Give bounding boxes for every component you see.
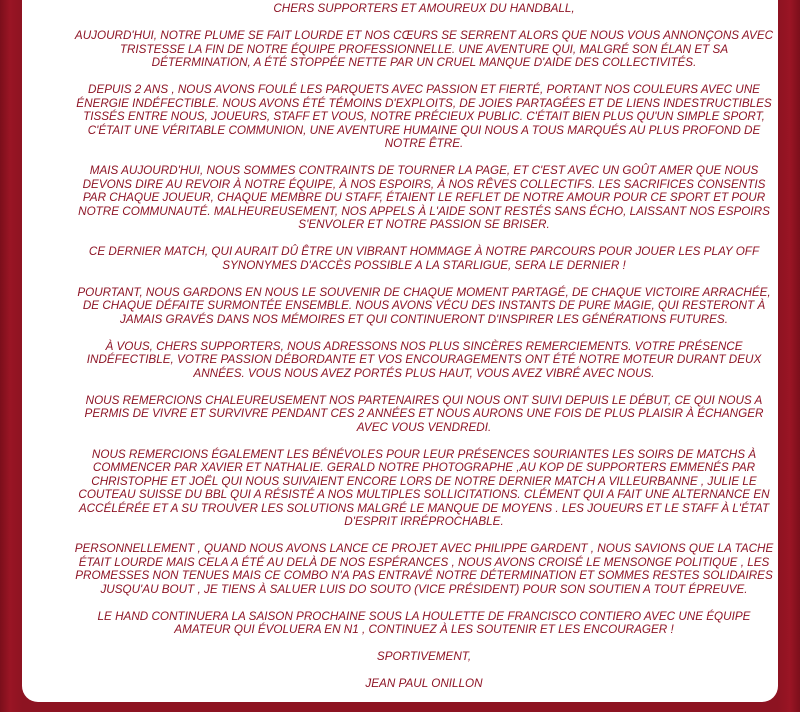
letter-paragraph-3: MAIS AUJOURD'HUI, NOUS SOMMES CONTRAINTS DE TOURNER LA PAGE, ET C'EST AVEC UN GOÛT AMER QUE NOUS DEVONS DIRE AU REVOIR À NOTRE ÉQUIPE, À NOS ESPOIRS, À NOS RÊVES COLLECTIFS. LES SACRIFICES CONSENTIS PAR CHAQUE JOUEUR, CHAQUE MEMBRE DU STAFF, ÉTAIENT LE REFLET DE NOTRE AMOUR POUR CE SPORT ET POUR NOTRE COMMUNAUTÉ. MALHEUREUSEMENT, NOS APPELS À L'AIDE SONT RESTÉS SANS ÉCHO, LAISSANT NOS ESPOIRS S'ENVOLER ET NOTRE PASSION SE BRISER. xyxy=(78,164,770,231)
letter-paragraph-8: NOUS REMERCIONS ÉGALEMENT LES BÉNÉVOLES POUR LEUR PRÉSENCES SOURIANTES LES SOIRS DE MATCHS À COMMENCER PAR XAVIER ET NATHALIE. GERALD NOTRE PHOTOGRAPHE ,AU KOP DE SUPPORTERS EMMENÉS PAR CHRISTOPHE ET JOËL QUI NOUS SUIVAIENT ENCORE LORS DE NOTRE DERNIER MATCH A VILLEURBANNE , JULIE LE COUTEAU SUISSE DU BBL QUI A RÉSISTÉ A NOS MULTIPLES SOLLICITATIONS. CLÉMENT QUI A FAIT UNE ALTERNANCE EN ACCÉLÉRÉE ET A SU TROUVER LES SOLUTIONS MALGRÉ LE MANQUE DE MOYENS . LES JOUEURS ET LE STAFF À L'ÉTAT D'ESPRIT IRRÉPROCHABLE. xyxy=(78,447,770,528)
letter-paragraph-10: LE HAND CONTINUERA LA SAISON PROCHAINE SOUS LA HOULETTE DE FRANCISCO CONTIERO AVEC UNE ÉQUIPE AMATEUR QUI ÉVOLUERA EN N1 , CONTINUEZ À LES SOUTENIR ET LES ENCOURAGER ! xyxy=(97,609,751,636)
letter-paragraph-2: DEPUIS 2 ANS , NOUS AVONS FOULÉ LES PARQUETS AVEC PASSION ET FIERTÉ, PORTANT NOS COULEURS AVEC UNE ÉNERGIE INDÉFECTIBLE. NOUS AVONS ÉTÉ TÉMOINS D'EXPLOITS, DE JOIES PARTAGÉES ET DE LIENS INDESTRUCTIBLES TISSÉS ENTRE NOUS, JOUEURS, STAFF ET VOUS, NOTRE PRÉCIEUX PUBLIC. C'ÉTAIT BIEN PLUS QU'UN SIMPLE SPORT, C'ÉTAIT UNE VÉRITABLE COMMUNION, UNE AVENTURE HUMAINE QUI NOUS A TOUS MARQUÉS AU PLUS PROFOND DE NOTRE ÊTRE. xyxy=(76,83,772,150)
letter-paragraph-5: POURTANT, NOUS GARDONS EN NOUS LE SOUVENIR DE CHAQUE MOMENT PARTAGÉ, DE CHAQUE VICTOIRE ARRACHÉE, DE CHAQUE DÉFAITE SURMONTÉE ENSEMBLE. NOUS AVONS VÉCU DES INSTANTS DE PURE MAGIE, QUI RESTERONT À JAMAIS GRAVÉS DANS NOS MÉMOIRES ET QUI CONTINUERONT D'INSPIRER LES GÉNÉRATIONS FUTURES. xyxy=(77,285,771,326)
letter-paragraph-4: CE DERNIER MATCH, QUI AURAIT DÛ ÊTRE UN VIBRANT HOMMAGE À NOTRE PARCOURS POUR JOUER LES PLAY OFF SYNONYMES D'ACCÈS POSSIBLE A LA STARLIGUE, SERA LE DERNIER ! xyxy=(88,245,760,272)
letter-closing: SPORTIVEMENT, xyxy=(376,650,472,663)
farewell-letter xyxy=(74,2,774,702)
letter-paragraph-9: PERSONNELLEMENT , QUAND NOUS AVONS LANCE CE PROJET AVEC PHILIPPE GARDENT , NOUS SAVIONS QUE LA TACHE ÉTAIT LOURDE MAIS CELA A ÉTÉ AU DELÀ DE NOS ESPÉRANCES , NOUS AVONS CROISÉ LE MENSONGE POLITIQUE , LES PROMESSES NON TENUES MAIS CE COMBO N'A PAS ENTRAVÉ NOTRE DÉTERMINATION ET SOMMES RESTES SOLIDAIRES JUSQU'AU BOUT , JE TIENS À SALUER LUIS DO SOUTO (VICE PRÉSIDENT) POUR SON SOUTIEN A TOUT ÉPREUVE. xyxy=(74,542,774,596)
letter-paper xyxy=(22,0,778,702)
letter-greeting: CHERS SUPPORTERS ET AMOUREUX DU HANDBALL, xyxy=(273,2,575,15)
letter-paragraph-7: NOUS REMERCIONS CHALEUREUSEMENT NOS PARTENAIRES QUI NOUS ONT SUIVI DEPUIS LE DÉBUT, CE QUI NOUS A PERMIS DE VIVRE ET SURVIVRE PENDANT CES 2 ANNÉES ET NOUS AURONS UNE FOIS DE PLUS PLAISIR À ÉCHANGER AVEC VOUS VENDREDI. xyxy=(84,393,764,434)
letter-paragraph-6: À VOUS, CHERS SUPPORTERS, NOUS ADRESSONS NOS PLUS SINCÈRES REMERCIEMENTS. VOTRE PRÉSENCE INDÉFECTIBLE, VOTRE PASSION DÉBORDANTE ET VOS ENCOURAGEMENTS ONT ÉTÉ NOTRE MOTEUR DURANT DEUX ANNÉES. VOUS NOUS AVEZ PORTÉS PLUS HAUT, VOUS AVEZ VIBRÉ AVEC NOUS. xyxy=(86,339,762,380)
letter-paragraph-1: AUJOURD'HUI, NOTRE PLUME SE FAIT LOURDE ET NOS CŒURS SE SERRENT ALORS QUE NOUS VOUS ANNONÇONS AVEC TRISTESSE LA FIN DE NOTRE ÉQUIPE PROFESSIONNELLE. UNE AVENTURE QUI, MALGRÉ SON ÉLAN ET SA DÉTERMINATION, A ÉTÉ STOPPÉE NETTE PAR UN CRUEL MANQUE D'AIDE DES COLLECTIVITÉS. xyxy=(74,29,774,69)
letter-signature: JEAN PAUL ONILLON xyxy=(365,677,483,690)
